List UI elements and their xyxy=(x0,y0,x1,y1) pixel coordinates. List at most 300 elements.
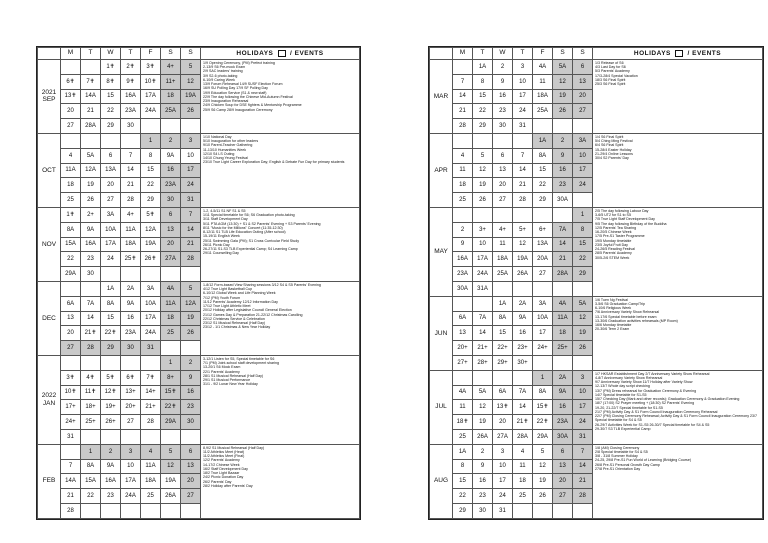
day-cell: 9A xyxy=(513,311,533,326)
day-cell: 19 xyxy=(553,89,573,104)
event-line: 1/11 Special timetable for S6; S6 Graduation photo-taking xyxy=(203,213,295,218)
day-cell: 15 xyxy=(473,89,493,104)
day-cell: 21+ xyxy=(141,400,161,415)
month-col-header xyxy=(430,48,453,60)
month-label: DEC xyxy=(38,281,61,355)
empty-day-cell xyxy=(553,503,573,518)
week-row xyxy=(38,444,360,459)
event-line: 21-29/4 Online Lessons xyxy=(595,151,633,156)
day-cell: 31 xyxy=(141,341,161,356)
day-cell: 15✝ xyxy=(161,385,181,400)
event-line: 23/12 - 1/1 Christmas & New Year Holiday xyxy=(203,325,271,330)
event-line: 12/10 S4 LS Outing xyxy=(203,151,235,156)
day-cell: 22 xyxy=(573,252,593,267)
day-cell: 26 xyxy=(573,341,593,356)
week-row xyxy=(430,60,763,75)
empty-day-cell xyxy=(121,429,141,444)
day-cell: 4 xyxy=(513,444,533,459)
day-cell: 8A xyxy=(61,222,81,237)
day-cell: 2 xyxy=(493,60,513,75)
day-cell: 5✝ xyxy=(101,370,121,385)
empty-day-cell xyxy=(161,119,181,134)
day-cell: 13✝ xyxy=(61,89,81,104)
day-cell: 12 xyxy=(533,459,553,474)
event-line: 3-6/5 UT2 for S1 to S5 xyxy=(595,213,631,218)
empty-day-cell xyxy=(81,60,101,75)
month-label: 2022 JAN xyxy=(38,355,61,444)
day-cell: 29 xyxy=(533,193,553,208)
month-label: MAR xyxy=(430,60,453,134)
day-cell: 1✝ xyxy=(101,60,121,75)
day-header: W xyxy=(493,48,513,60)
event-line: 18/2 True Light Bazaar xyxy=(203,471,240,476)
event-line: 23/5 Joyful Fruit Day xyxy=(595,242,628,247)
day-cell: 11A xyxy=(61,163,81,178)
month-label: AUG xyxy=(430,444,453,518)
day-cell: 15 xyxy=(141,163,161,178)
day-cell: 4A xyxy=(533,60,553,75)
day-cell: 20 xyxy=(553,474,573,489)
day-cell: 18 xyxy=(61,178,81,193)
empty-day-cell xyxy=(493,133,513,148)
day-cell: 6+ xyxy=(533,222,553,237)
day-cell: 8 xyxy=(473,74,493,89)
empty-day-cell xyxy=(61,133,81,148)
day-cell: 10A xyxy=(533,311,553,326)
empty-day-cell xyxy=(573,281,593,296)
day-cell: 20+ xyxy=(453,341,473,356)
day-cell: 18✝ xyxy=(453,415,473,430)
event-line: 1/3 Release of S6 xyxy=(595,61,624,65)
events-cell xyxy=(593,207,763,296)
day-cell: 1 xyxy=(161,355,181,370)
day-cell: 30A xyxy=(453,281,473,296)
event-line: 27/8 Pre-S1 Orientation Day xyxy=(595,466,641,471)
day-cell: 12 xyxy=(573,311,593,326)
week-row xyxy=(430,444,763,459)
day-cell: 11 xyxy=(533,74,553,89)
day-cell: 10 xyxy=(473,237,493,252)
holidays-label: HOLIDAYS xyxy=(236,49,274,57)
day-cell: 24A xyxy=(473,267,493,282)
day-cell: 20 xyxy=(181,474,201,489)
day-cell: 31 xyxy=(573,429,593,444)
day-cell: 8✝ xyxy=(101,74,121,89)
day-cell: 26 xyxy=(181,104,201,119)
empty-day-cell xyxy=(161,341,181,356)
day-cell: 26A xyxy=(473,429,493,444)
event-line: 3-5/6 S6 Graduation Camp/Trip xyxy=(595,301,646,306)
day-cell: 17A xyxy=(141,89,161,104)
empty-day-cell xyxy=(533,207,553,222)
event-line: 24-25, 29/8 Pre-S1 Fun World of Learning (Bridging Course) xyxy=(595,458,692,463)
day-cell: 6✝ xyxy=(121,370,141,385)
day-cell: 19 xyxy=(473,415,493,430)
empty-day-cell xyxy=(553,281,573,296)
day-cell: 29 xyxy=(101,119,121,134)
day-cell: 1 xyxy=(533,370,553,385)
day-cell: 26 xyxy=(181,326,201,341)
day-cell: 21 xyxy=(81,104,101,119)
day-cell: 17 xyxy=(493,474,513,489)
day-cell: 28A xyxy=(81,119,101,134)
day-cell: 18 xyxy=(161,311,181,326)
day-cell: 5 xyxy=(181,60,201,75)
empty-day-cell xyxy=(161,267,181,282)
day-cell: 2 xyxy=(161,133,181,148)
day-cell: 4+ xyxy=(161,60,181,75)
event-line: 23/10 True Light Career Exploration Day; English & Debate Fun Day for primary students xyxy=(203,160,345,165)
empty-day-cell xyxy=(453,207,473,222)
day-cell: 27A xyxy=(493,429,513,444)
day-cell: 22 xyxy=(473,104,493,119)
event-line: 3-12/1 Listen for S5, Special timetable for S6 xyxy=(203,356,275,361)
day-cell: 3+ xyxy=(473,222,493,237)
week-row xyxy=(38,207,360,222)
day-cell: 20 xyxy=(61,104,81,119)
day-cell: 21 xyxy=(453,104,473,119)
empty-day-cell xyxy=(101,355,121,370)
day-cell: 15 xyxy=(573,237,593,252)
day-cell: 15 xyxy=(101,311,121,326)
empty-day-cell xyxy=(121,267,141,282)
day-cell: 5A xyxy=(573,296,593,311)
day-cell: 6 xyxy=(553,444,573,459)
empty-day-cell xyxy=(573,119,593,134)
events-label: / EVENTS xyxy=(687,49,722,57)
empty-day-cell xyxy=(161,503,181,518)
event-line: 6-10/6 Religious Week xyxy=(595,306,632,311)
day-cell: 23A xyxy=(121,104,141,119)
day-cell: 11 xyxy=(493,237,513,252)
event-line: 25/11 Swimming Gala (PM); S1 Cross Curricular Field Study xyxy=(203,238,299,243)
day-cell: 3✝ xyxy=(61,370,81,385)
day-cell: 13 xyxy=(573,74,593,89)
day-cell: 23A xyxy=(553,415,573,430)
day-cell: 9 xyxy=(493,74,513,89)
day-cell: 10 xyxy=(573,385,593,400)
event-line: 2/9 SAC leaders' training xyxy=(203,69,243,74)
day-cell: 12 xyxy=(473,163,493,178)
day-cell: 11 xyxy=(513,459,533,474)
empty-day-cell xyxy=(513,503,533,518)
event-line: 8,9/2 S1 Musical Rehearsal (Half Day) xyxy=(203,445,265,450)
event-line: 26/2 Parents' Day xyxy=(203,479,232,484)
month-col-header xyxy=(38,48,61,60)
day-header: M xyxy=(453,48,473,60)
day-cell: 18 xyxy=(553,326,573,341)
event-line: 1/9 Opening Ceremony, (PM) Prefect training xyxy=(203,61,275,65)
day-cell: 24 xyxy=(573,178,593,193)
event-line: 16/9 SU Polling Day 17/9 SF Polling Day xyxy=(203,86,268,91)
day-cell: 9A xyxy=(553,385,573,400)
empty-day-cell xyxy=(573,193,593,208)
day-cell: 27 xyxy=(181,489,201,504)
day-cell: 23A xyxy=(453,267,473,282)
day-cell: 5A xyxy=(473,385,493,400)
day-cell: 30A xyxy=(553,429,573,444)
event-line: 4-8/7 Anniversary Variety Show Rehearsal xyxy=(595,375,663,380)
day-cell: 19 xyxy=(81,178,101,193)
empty-day-cell xyxy=(81,355,101,370)
empty-day-cell xyxy=(61,355,81,370)
day-cell: 17 xyxy=(573,400,593,415)
day-cell: 14 xyxy=(513,400,533,415)
day-cell: 16 xyxy=(513,326,533,341)
day-cell: 26✝ xyxy=(141,252,161,267)
day-cell: 2 xyxy=(553,133,573,148)
holidays-events-header xyxy=(201,48,360,60)
empty-day-cell xyxy=(553,119,573,134)
day-cell: 21✝ xyxy=(513,415,533,430)
day-cell: 22 xyxy=(81,489,101,504)
day-cell: 9A xyxy=(101,459,121,474)
day-cell: 25 xyxy=(161,326,181,341)
day-cell: 24A xyxy=(141,326,161,341)
day-cell: 28 xyxy=(121,193,141,208)
week-row xyxy=(38,60,360,75)
events-cell xyxy=(201,444,360,518)
day-cell: 16 xyxy=(493,89,513,104)
day-cell: 6A xyxy=(453,311,473,326)
day-cell: 5 xyxy=(181,281,201,296)
day-cell: 14 xyxy=(81,311,101,326)
event-line: 13-17/6 Special timetable before exam xyxy=(595,314,657,319)
day-cell: 9 xyxy=(473,459,493,474)
day-cell: 11+ xyxy=(161,74,181,89)
day-cell: 19 xyxy=(573,326,593,341)
event-line: 5/10 Inauguration for other leaders xyxy=(203,139,259,144)
day-cell: 30 xyxy=(181,415,201,430)
empty-day-cell xyxy=(121,355,141,370)
day-cell: 17A xyxy=(473,252,493,267)
day-cell: 28 xyxy=(181,252,201,267)
day-cell: 8 xyxy=(141,148,161,163)
calendar-page-right xyxy=(428,46,764,520)
event-line: 29/1 S1 Musical Performance xyxy=(203,378,251,383)
empty-day-cell xyxy=(533,281,553,296)
day-cell: 28 xyxy=(61,503,81,518)
day-cell: 27 xyxy=(573,104,593,119)
header-row xyxy=(430,48,763,60)
day-cell: 20 xyxy=(573,89,593,104)
day-cell: 5✝ xyxy=(141,207,161,222)
day-cell: 19 xyxy=(181,311,201,326)
day-cell: 13A xyxy=(533,237,553,252)
day-cell: 10 xyxy=(121,459,141,474)
holidays-label: HOLIDAYS xyxy=(633,49,671,57)
empty-day-cell xyxy=(573,503,593,518)
day-cell: 14 xyxy=(453,89,473,104)
event-line: 18/3 S6 Final Spirit xyxy=(595,77,626,82)
empty-day-cell xyxy=(473,207,493,222)
day-cell: 5A xyxy=(81,148,101,163)
day-cell: 13 xyxy=(453,326,473,341)
day-cell: 3A xyxy=(533,296,553,311)
event-line: 22/1 Parents' Academy xyxy=(203,369,240,374)
day-cell: 14A xyxy=(61,474,81,489)
day-cell: 27 xyxy=(533,267,553,282)
event-line: 13-20/1 S6 Mock Exam xyxy=(203,365,241,370)
day-cell: 4A xyxy=(453,385,473,400)
day-cell: 12A xyxy=(81,163,101,178)
month-label: JUN xyxy=(430,296,453,370)
day-cell: 30 xyxy=(161,193,181,208)
day-cell: 18 xyxy=(513,474,533,489)
day-cell: 6✝ xyxy=(61,74,81,89)
day-cell: 31 xyxy=(61,429,81,444)
empty-day-cell xyxy=(473,370,493,385)
event-line: 6-10/9 Caring Week xyxy=(203,77,235,82)
day-cell: 1A xyxy=(533,133,553,148)
event-line: 26/11 Picnic Day xyxy=(203,242,230,247)
day-cell: 15A xyxy=(61,237,81,252)
calendar-table-right xyxy=(429,47,763,519)
day-cell: 14 xyxy=(181,222,201,237)
day-cell: 24A xyxy=(141,104,161,119)
event-line: 6/4 S6 Final Spirit xyxy=(595,143,624,148)
day-cell: 23 xyxy=(553,178,573,193)
day-cell: 10✝ xyxy=(141,74,161,89)
empty-day-cell xyxy=(493,207,513,222)
day-cell: 21 xyxy=(513,178,533,193)
empty-day-cell xyxy=(573,355,593,370)
month-label: NOV xyxy=(38,207,61,281)
day-cell: 8 xyxy=(573,222,593,237)
event-line: 2/5 The day following Labour Day xyxy=(595,208,649,213)
day-cell: 10 xyxy=(181,148,201,163)
event-line: 26-29/7 Activities Week for S1-S5 26-30/7 Special timetable for S4 & S5 xyxy=(595,422,710,427)
day-cell: 1A xyxy=(453,444,473,459)
event-line: 6-10/12 Global Week and Life Planning Week xyxy=(203,291,276,296)
day-cell: 2 xyxy=(473,444,493,459)
day-cell: 5 xyxy=(533,444,553,459)
day-cell: 22✝ xyxy=(533,415,553,430)
day-cell: 15 xyxy=(453,474,473,489)
day-cell: 19A xyxy=(181,89,201,104)
day-cell: 29 xyxy=(101,341,121,356)
event-line: 23/12 S1 Musical Rehearsal (Half Day) xyxy=(203,321,266,326)
day-header: M xyxy=(61,48,81,60)
day-cell: 15✝ xyxy=(533,400,553,415)
day-cell: 4 xyxy=(61,148,81,163)
day-cell: 18 xyxy=(453,178,473,193)
empty-day-cell xyxy=(513,370,533,385)
event-line: 13/9 Forum Rehearsal 14/9 SUSF Election Forum xyxy=(203,82,283,87)
day-cell: 17A xyxy=(121,474,141,489)
day-cell: 12 xyxy=(161,459,181,474)
day-cell: 28 xyxy=(81,341,101,356)
month-label: MAY xyxy=(430,207,453,296)
day-cell: 14 xyxy=(121,163,141,178)
day-cell: 17A xyxy=(141,311,161,326)
empty-day-cell xyxy=(101,133,121,148)
day-cell: 20 xyxy=(101,178,121,193)
event-line: 14-17/2 Chinese Week xyxy=(203,462,240,467)
day-cell: 21+ xyxy=(473,341,493,356)
day-cell: 4+ xyxy=(121,207,141,222)
event-line: 1/10 National Day xyxy=(203,134,232,139)
day-cell: 29A xyxy=(61,267,81,282)
event-line: 22/12 Christmas Service & Celebration xyxy=(203,316,265,321)
day-cell: 18 xyxy=(161,89,181,104)
day-cell: 5 xyxy=(473,148,493,163)
empty-day-cell xyxy=(141,355,161,370)
day-cell: 1✝ xyxy=(61,207,81,222)
day-cell: 13 xyxy=(61,311,81,326)
day-cell: 24 xyxy=(573,415,593,430)
day-cell: 3A xyxy=(101,207,121,222)
day-cell: 6 xyxy=(493,148,513,163)
day-header: W xyxy=(101,48,121,60)
day-cell: 24 xyxy=(181,178,201,193)
day-cell: 7A xyxy=(513,385,533,400)
event-line: 29-30/7 S3 TLB Experiential Camp xyxy=(595,426,651,431)
event-line: 25/9 S6 Camp 28/9 Inauguration Ceremony xyxy=(203,107,273,112)
day-cell: 10A xyxy=(101,222,121,237)
event-line: 4/12 True Light Basketball Cup xyxy=(203,287,253,292)
day-cell: 27 xyxy=(101,193,121,208)
event-line: 9/5 The day following Birthday of the Buddha xyxy=(595,221,667,226)
event-line: 7/1 (PM) Joint-school staff development sharing xyxy=(203,361,280,366)
event-line: 28/5 Parents' Academy xyxy=(595,251,632,256)
events-cell xyxy=(201,133,360,207)
event-line: 5/4 Ching Ming Festival xyxy=(595,139,633,144)
empty-day-cell xyxy=(141,429,161,444)
event-line: 12/2 Parents' Academy xyxy=(203,458,240,463)
day-cell: 30 xyxy=(81,267,101,282)
day-cell: 30 xyxy=(121,119,141,134)
day-cell: 1 xyxy=(141,133,161,148)
empty-day-cell xyxy=(101,267,121,282)
event-line: 17/5 Pre-S1 Taster Programme xyxy=(595,234,645,239)
day-cell: 16 xyxy=(553,163,573,178)
day-cell: 31 xyxy=(513,119,533,134)
day-cell: 23 xyxy=(101,489,121,504)
day-cell: 6 xyxy=(101,148,121,163)
day-cell: 30A xyxy=(553,193,573,208)
day-cell: 9A xyxy=(121,296,141,311)
events-cell xyxy=(201,281,360,355)
event-line: 1/4 S6 Final Spirit xyxy=(595,134,624,139)
event-line: 24/2 Picnic Donation Day xyxy=(203,475,244,480)
event-line: 20/12 Holiday after Legislative Council General Election xyxy=(203,308,292,313)
day-cell: 16 xyxy=(553,400,573,415)
week-row xyxy=(38,281,360,296)
empty-day-cell xyxy=(141,503,161,518)
day-cell: 11✝ xyxy=(81,385,101,400)
day-cell: 11 xyxy=(453,163,473,178)
event-line: 22/9 The day following the Chinese Mid-Autumn Festival xyxy=(203,94,293,99)
event-line: 3/8 - 31/8 Summer Holiday xyxy=(595,454,638,459)
day-cell: 17A xyxy=(101,237,121,252)
day-cell: 19 xyxy=(533,474,553,489)
day-cell: 31A xyxy=(473,281,493,296)
day-cell: 19+ xyxy=(101,400,121,415)
day-cell: 5A xyxy=(553,60,573,75)
day-cell: 2✝ xyxy=(121,60,141,75)
event-line: 22/7 (PM) Closing Ceremony Rehearsal; Activity Day & S1 Form Council Inauguration Ceremony 23/7 Special timetable for S4 & S5 xyxy=(595,414,757,423)
event-line: 26/8 Pre-S1 Personal Growth Day Camp xyxy=(595,462,660,467)
event-line: 19/9 Education Service (S1 & new staff) xyxy=(203,90,267,95)
day-cell: 16A xyxy=(453,252,473,267)
empty-day-cell xyxy=(553,355,573,370)
day-cell: 6A xyxy=(493,385,513,400)
day-cell: 19A xyxy=(141,237,161,252)
empty-day-cell xyxy=(61,444,81,459)
day-cell: 24 xyxy=(493,489,513,504)
event-line: 17/3-28/4 Special Vacation xyxy=(595,73,638,78)
